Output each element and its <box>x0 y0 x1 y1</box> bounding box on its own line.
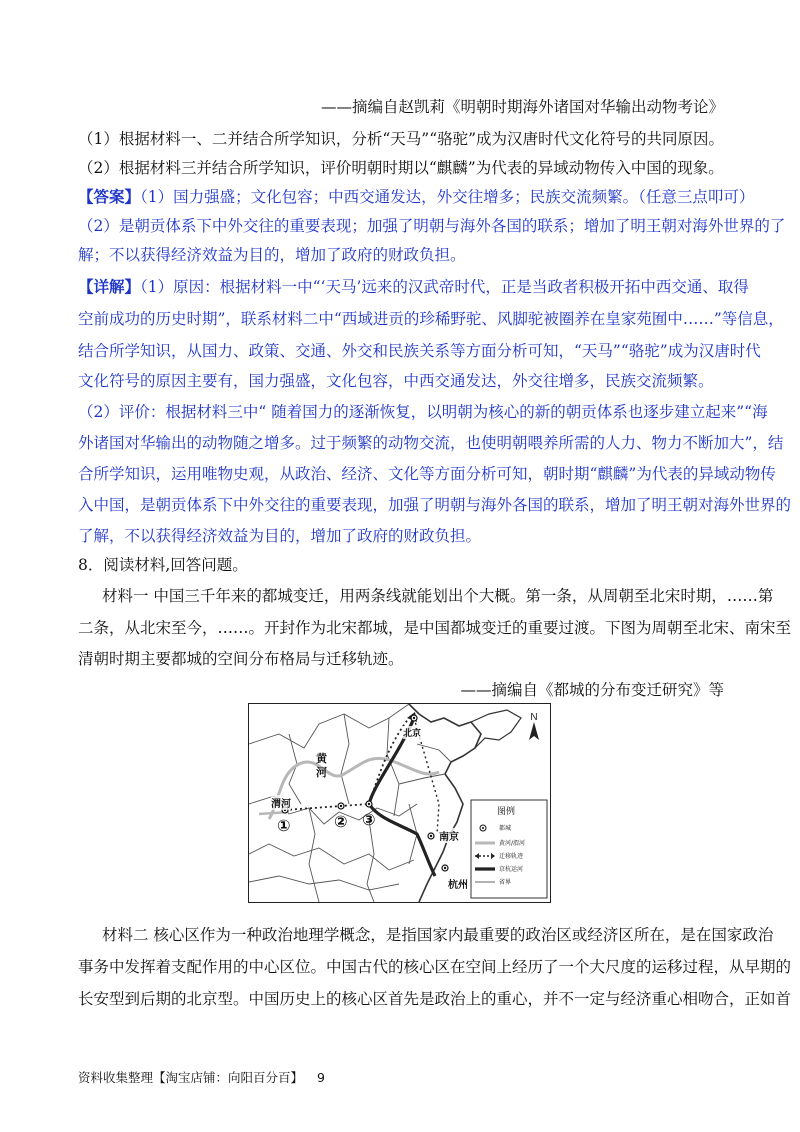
grand-canal <box>369 718 435 876</box>
capital-migration-map <box>248 703 551 903</box>
page-number: 9 <box>317 1070 325 1085</box>
map-label-1: ① <box>277 816 291 835</box>
answer-line-2: （2）是朝贡体系下中外交往的重要表现；加强了明朝与海外各国的联系；增加了明王朝对海外世界的了 <box>78 217 786 235</box>
legend-item-canal: 京杭运河 <box>499 866 524 873</box>
question-1: （1）根据材料一、二并结合所学知识，分析“天马”“骆驼”成为汉唐时代文化符号的共同原因。 <box>78 130 725 148</box>
material-2-line-3: 长安型到后期的北京型。中国历史上的核心区首先是政治上的重心，并不一定与经济重心相吻合，正如首 <box>78 990 792 1008</box>
legend-item-migration: 迁移轨迹 <box>499 853 524 860</box>
map-label-nanjing: 南京 <box>439 828 459 843</box>
detail-line-3: 结合所学知识，从国力、政策、交通、外交和民族关系等方面分析可知，“天马”“骆驼”成为汉唐时代 <box>78 342 761 360</box>
legend-item-border: 省界 <box>499 879 512 886</box>
north-arrow-icon <box>529 712 539 740</box>
detail-line-1 <box>78 276 749 298</box>
source-citation: ——摘编自赵凯莉《明朝时期海外诸国对华输出动物考论》 <box>320 98 724 116</box>
migration-path-west <box>285 804 369 810</box>
map-label-hangzhou: 杭州 <box>448 876 468 891</box>
peninsula <box>471 710 521 748</box>
detail-line-8: 入中国，是朝贡体系下中外交往的重要表现，加强了明朝与海外各国的联系，增加了明王朝对海外世界的 <box>78 496 792 514</box>
detail-line-6: 外诸国对华输出的动物随之增多。过于频繁的动物交流，也使明朝喂养所需的人力、物力不断加大”，结 <box>78 434 784 452</box>
material-1-line-3: 清朝时期主要都城的空间分布格局与迁移轨迹。 <box>78 650 404 668</box>
question-8-heading: 8．阅读材料,回答问题。 <box>78 556 248 574</box>
map-label-weihe: 渭河 <box>271 795 291 810</box>
legend-item-river: 黄河/渭河 <box>499 840 526 847</box>
map-label-yellow-river: 黄 河 <box>316 752 327 779</box>
answer-text-1: （1）国力强盛；文化包容；中西交通发达，外交往增多；民族交流频繁。（任意三点叩可） <box>140 188 755 206</box>
map-label-3: ③ <box>362 810 376 829</box>
map-label-2: ② <box>334 812 348 831</box>
material-1-line-1: 材料一 中国三千年来的都城变迁，用两条线就能划出个大概。第一条，从周朝至北宋时期，……第 <box>102 587 774 605</box>
detail-line-4: 文化符号的原因主要有，国力强盛，文化包容，中西交通发达，外交往增多，民族交流频繁。 <box>78 372 714 390</box>
answer-line-1 <box>78 186 754 208</box>
detail-line-9: 了解，不以获得经济效益为目的，增加了政府的财政负担。 <box>78 527 482 545</box>
material-2-line-2: 事务中发挥着支配作用的中心区位。中国古代的核心区在空间上经历了一个大尺度的运移过程，从早期的 <box>78 958 792 976</box>
answer-tag: 【答案】 <box>78 188 141 206</box>
footer-text: 资料收集整理【淘宝店铺：向阳百分百】 <box>78 1070 304 1085</box>
question-2: （2）根据材料三并结合所学知识，评价明朝时期以“麒麟”为代表的异域动物传入中国的现象。 <box>78 159 724 177</box>
yellow-river <box>269 758 439 819</box>
detail-text-1: （1）原因：根据材料一中“‘天马’远来的汉武帝时代，正是当政者积极开拓中西交通、取得 <box>140 278 749 296</box>
material-1-citation: ——摘编自《都城的分布变迁研究》等 <box>460 681 724 699</box>
legend-title: 图例 <box>497 807 516 817</box>
material-2-line-1: 材料二 核心区作为一种政治地理学概念，是指国家内最重要的政治区或经济区所在，是在国家政治 <box>102 926 774 944</box>
map-label-beijing: 北京 <box>403 726 421 739</box>
detail-line-7: 合所学知识，运用唯物史观，从政治、经济、文化等方面分析可知，朝时期“麒麟”为代表的异域动物传 <box>78 465 776 483</box>
detail-tag: 【详解】 <box>78 278 141 296</box>
svg-text:N: N <box>530 712 538 723</box>
detail-line-2: 空前成功的历史时期”，联系材料二中“西域进贡的珍稀野驼、风脚驼被圈养在皇家苑囿中……”等信息， <box>78 310 784 328</box>
detail-line-5: （2）评价：根据材料三中“ 随着国力的逐渐恢复，以明朝为核心的新的朝贡体系也逐步建立起来”“海 <box>78 403 768 421</box>
material-1-line-2: 二条，从北宋至今，……。开封作为北宋都城，是中国都城变迁的重要过渡。下图为周朝至北宋、南宋至 <box>78 619 792 637</box>
answer-line-3: 解；不以获得经济效益为目的，增加了政府的财政负担。 <box>78 246 466 264</box>
legend-item-capital: 都城 <box>499 825 512 832</box>
page-footer <box>78 1068 325 1086</box>
